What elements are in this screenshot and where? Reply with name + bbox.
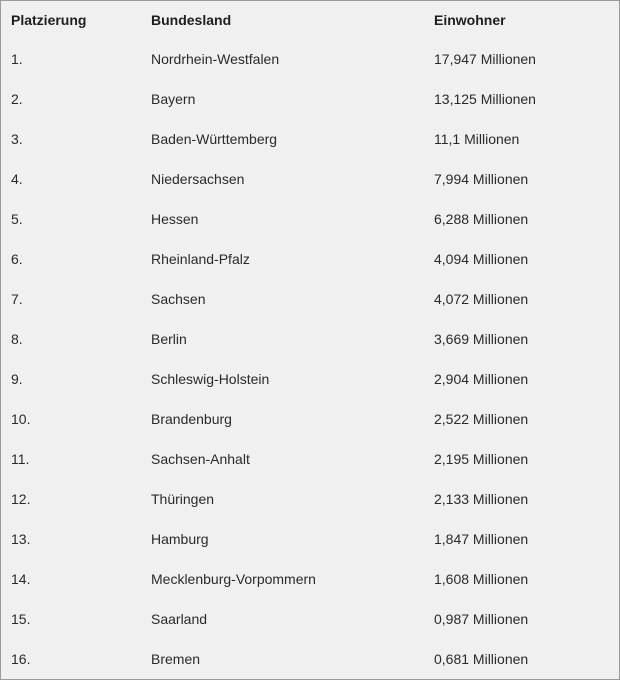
header-state: Bundesland <box>151 12 232 28</box>
rank-cell: 11. <box>11 451 30 467</box>
table-row <box>11 199 611 239</box>
table-row <box>11 239 611 279</box>
rank-cell: 13. <box>11 531 31 547</box>
population-cell: 0,987 Millionen <box>434 611 529 627</box>
rank-cell: 3. <box>11 131 23 147</box>
population-cell: 3,669 Millionen <box>434 331 529 347</box>
table-row <box>11 439 611 479</box>
state-cell: Brandenburg <box>151 411 232 427</box>
rank-cell: 10. <box>11 411 31 427</box>
state-cell: Saarland <box>151 611 208 627</box>
table-body <box>11 39 611 679</box>
population-cell: 4,094 Millionen <box>434 251 529 267</box>
state-cell: Hessen <box>151 211 199 227</box>
rank-cell: 1. <box>11 51 23 67</box>
rank-cell: 14. <box>11 571 31 587</box>
rank-cell: 4. <box>11 171 23 187</box>
table-row <box>11 519 611 559</box>
table-row <box>11 599 611 639</box>
population-table <box>11 1 611 679</box>
state-cell: Sachsen-Anhalt <box>151 451 250 467</box>
rank-cell: 12. <box>11 491 31 507</box>
header-population: Einwohner <box>434 12 506 28</box>
table-row <box>11 559 611 599</box>
table-row <box>11 359 611 399</box>
table-row <box>11 399 611 439</box>
population-cell: 6,288 Millionen <box>434 211 529 227</box>
rank-cell: 6. <box>11 251 23 267</box>
table-row <box>11 39 611 79</box>
table-row <box>11 79 611 119</box>
table-header-row <box>11 1 611 39</box>
state-cell: Sachsen <box>151 291 206 307</box>
state-cell: Niedersachsen <box>151 171 245 187</box>
population-cell: 2,522 Millionen <box>434 411 529 427</box>
population-cell: 2,904 Millionen <box>434 371 529 387</box>
population-cell: 1,847 Millionen <box>434 531 529 547</box>
state-cell: Bayern <box>151 91 196 107</box>
rank-cell: 16. <box>11 651 31 667</box>
rank-cell: 7. <box>11 291 23 307</box>
state-cell: Baden-Württemberg <box>151 131 278 147</box>
population-cell: 13,125 Millionen <box>434 91 536 107</box>
state-cell: Mecklenburg-Vorpommern <box>151 571 316 587</box>
state-cell: Hamburg <box>151 531 209 547</box>
population-cell: 7,994 Millionen <box>434 171 529 187</box>
population-cell: 4,072 Millionen <box>434 291 529 307</box>
population-cell: 2,133 Millionen <box>434 491 529 507</box>
population-cell: 11,1 Millionen <box>434 131 520 147</box>
state-cell: Thüringen <box>151 491 215 507</box>
table-row <box>11 119 611 159</box>
header-rank: Platzierung <box>11 12 87 28</box>
population-cell: 17,947 Millionen <box>434 51 536 67</box>
rank-cell: 15. <box>11 611 31 627</box>
table-row <box>11 479 611 519</box>
rank-cell: 8. <box>11 331 23 347</box>
table-row <box>11 159 611 199</box>
population-cell: 2,195 Millionen <box>434 451 529 467</box>
table-row <box>11 639 611 679</box>
state-cell: Schleswig-Holstein <box>151 371 270 387</box>
state-cell: Berlin <box>151 331 187 347</box>
population-cell: 1,608 Millionen <box>434 571 529 587</box>
rank-cell: 5. <box>11 211 23 227</box>
state-cell: Bremen <box>151 651 201 667</box>
table-row <box>11 319 611 359</box>
rank-cell: 2. <box>11 91 23 107</box>
rank-cell: 9. <box>11 371 23 387</box>
state-cell: Rheinland-Pfalz <box>151 251 250 267</box>
table-row <box>11 279 611 319</box>
state-cell: Nordrhein-Westfalen <box>151 51 280 67</box>
population-cell: 0,681 Millionen <box>434 651 529 667</box>
